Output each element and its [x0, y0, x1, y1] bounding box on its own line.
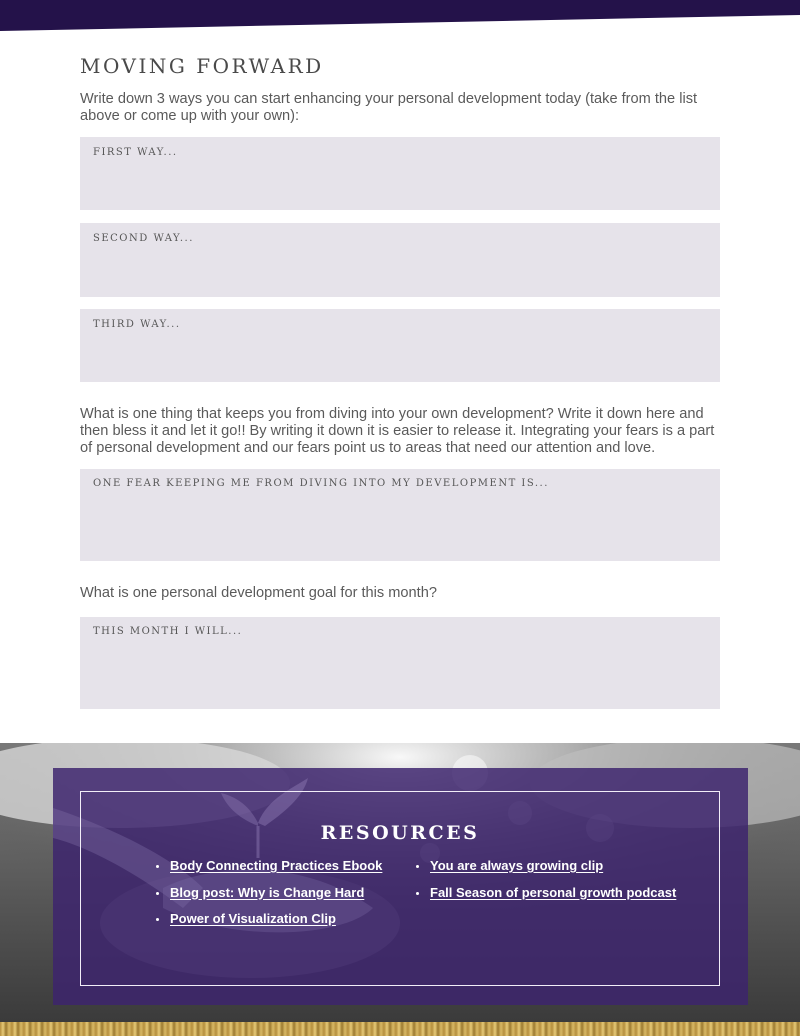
resources-list-left [156, 858, 382, 938]
goal-prompt: What is one personal development goal for this month? [80, 585, 437, 601]
fear-field[interactable] [80, 469, 720, 561]
list-item [156, 858, 382, 885]
first-way-label: FIRST WAY... [93, 147, 178, 158]
list-item [156, 885, 382, 912]
fear-prompt: What is one thing that keeps you from diving into your own development? Write it down here and then bless it and let it go!! By writing it down it is easier to release it. Integrating your fears is a part of personal development and our fears point us to areas that need our attention and love. [80, 406, 715, 456]
list-item [416, 885, 676, 912]
second-way-label: SECOND WAY... [93, 233, 194, 244]
intro-text: Write down 3 ways you can start enhancing your personal development today (take from the list above or come up with your own): [80, 91, 698, 124]
goal-label: THIS MONTH I WILL... [93, 626, 243, 637]
goal-field[interactable] [80, 617, 720, 709]
resources-title: RESOURCES [320, 822, 480, 844]
resource-link-growing-clip[interactable]: You are always growing clip [430, 858, 604, 873]
third-way-label: THIRD WAY... [93, 319, 181, 330]
gold-border-strip [0, 1022, 800, 1036]
third-way-field[interactable] [80, 309, 720, 382]
resource-link-change-hard-blog[interactable]: Blog post: Why is Change Hard [170, 884, 365, 900]
second-way-field[interactable] [80, 223, 720, 297]
page-title: MOVING FORWARD [80, 54, 324, 78]
resource-link-body-connecting-ebook[interactable]: Body Connecting Practices Ebook [170, 858, 383, 873]
top-banner [0, 0, 800, 34]
list-item [416, 858, 676, 885]
first-way-field[interactable] [80, 137, 720, 210]
resource-link-fall-season-podcast[interactable]: Fall Season of personal growth podcast [430, 884, 677, 900]
resource-link-visualization-clip[interactable]: Power of Visualization Clip [170, 911, 336, 926]
list-item [156, 911, 382, 938]
fear-label: ONE FEAR KEEPING ME FROM DIVING INTO MY DEVELOPMENT IS... [93, 478, 549, 489]
resources-list-right [416, 858, 676, 911]
